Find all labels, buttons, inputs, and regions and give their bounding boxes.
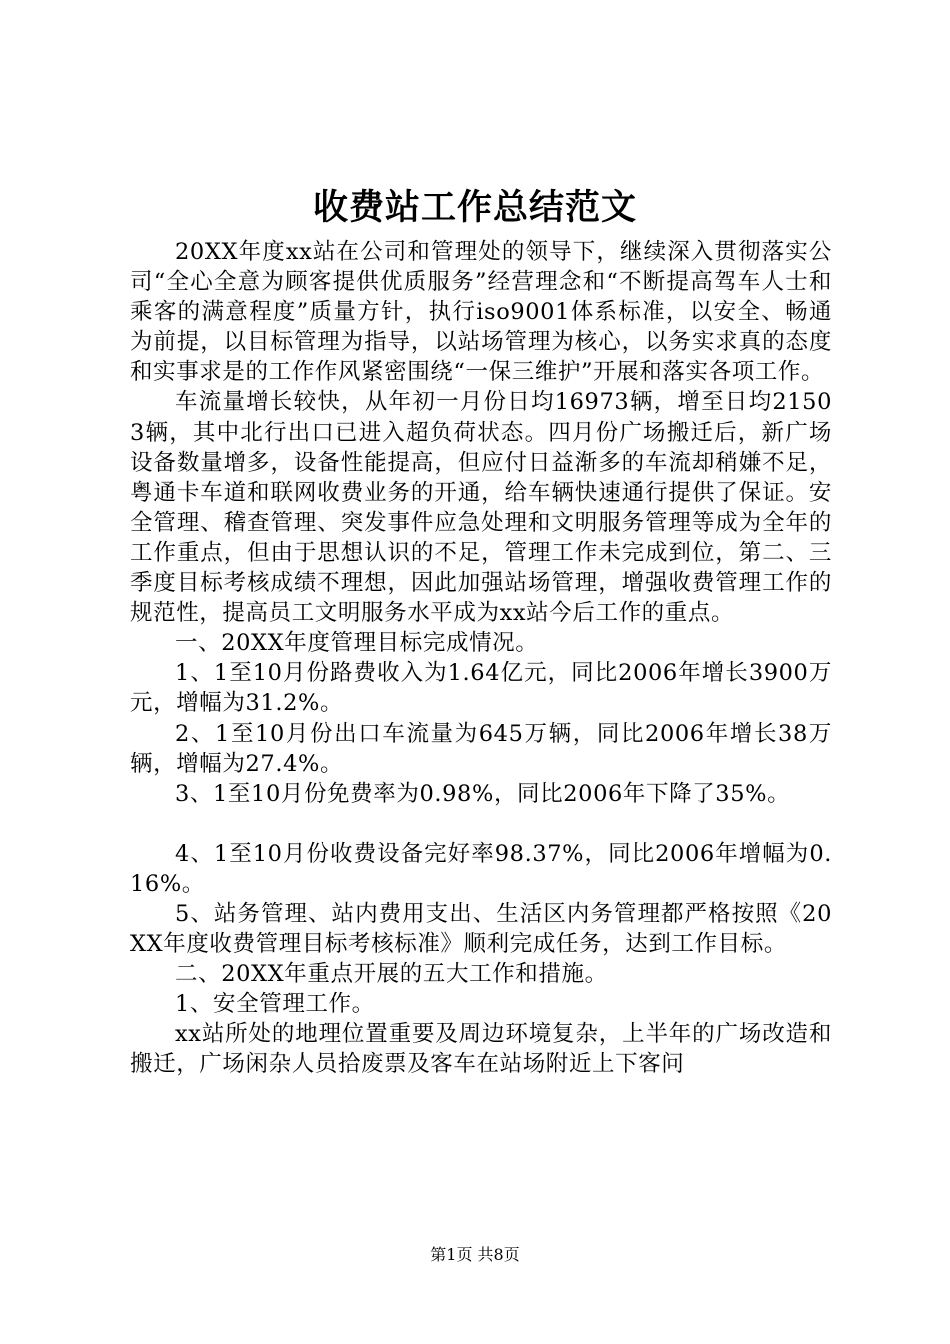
list-item-toll-revenue: 1、1至10月份路费收入为1.64亿元，同比2006年增长3900万元，增幅为31.2%。 <box>130 660 832 717</box>
list-item-free-rate: 3、1至10月份免费率为0.98%，同比2006年下降了35%。 <box>175 780 791 807</box>
document-body <box>130 237 832 1080</box>
section-heading-key-work: 二、20XX年重点开展的五大工作和措施。 <box>175 961 608 988</box>
page-number-footer: 第1页 共8页 <box>430 1245 520 1264</box>
list-item-exit-traffic: 2、1至10月份出口车流量为645万辆，同比2006年增长38万辆，增幅为27.4%。 <box>130 720 832 777</box>
paragraph-intro: 20XX年度xx站在公司和管理处的领导下，继续深入贯彻落实公司“全心全意为顾客提供优质服务”经营理念和“不断提高驾车人士和乘客的满意程度”质量方针，执行iso9001体系标准，以安全、畅通为前提，以目标管理为指导，以站场管理为核心，以务实求真的态度和实事求是的工作作风紧密围绕“一保三维护”开展和落实各项工作。 <box>130 239 832 386</box>
section-heading-targets: 一、20XX年度管理目标完成情况。 <box>175 630 539 657</box>
list-item-equipment-rate: 4、1至10月份收费设备完好率98.37%，同比2006年增幅为0.16%。 <box>130 840 832 897</box>
list-item-station-management: 5、站务管理、站内费用支出、生活区内务管理都严格按照《20XX年度收费管理目标考核标准》顺利完成任务，达到工作目标。 <box>130 900 832 958</box>
paragraph-traffic: 车流量增长较快，从年初一月份日均16973辆，增至日均21503辆，其中北行出口已进入超负荷状态。四月份广场搬迁后，新广场设备数量增多，设备性能提高，但应付日益渐多的车流却稍嫌不足，粤通卡车道和联网收费业务的开通，给车辆快速通行提供了保证。安全管理、稽查管理、突发事件应急处理和文明服务管理等成为全年的工作重点，但由于思想认识的不足，管理工作未完成到位，第二、三季度目标考核成绩不理想，因此加强站场管理，增强收费管理工作的规范性，提高员工文明服务水平成为xx站今后工作的重点。 <box>130 389 832 627</box>
subsection-heading-safety: 1、安全管理工作。 <box>175 991 375 1018</box>
paragraph-safety: xx站所处的地理位置重要及周边环境复杂，上半年的广场改造和搬迁，广场闲杂人员拾废票及客车在站场附近上下客问 <box>130 1021 832 1078</box>
document-title: 收费站工作总结范文 <box>312 187 637 228</box>
